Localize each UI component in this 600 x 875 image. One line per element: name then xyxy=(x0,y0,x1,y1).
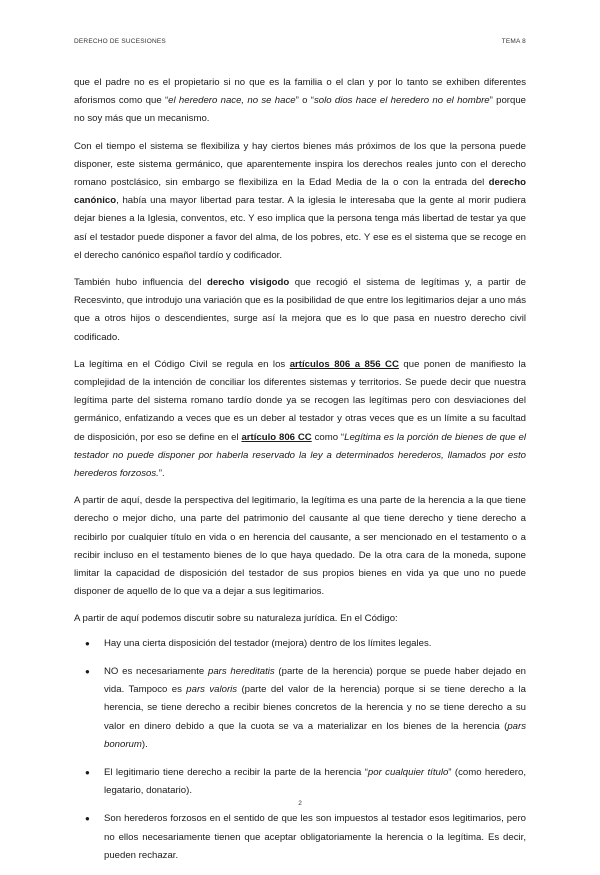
paragraph-codigo-civil: La legítima en el Código Civil se regula en los artículos 806 a 856 CC que ponen de manifiesto la complejidad de la intención de conciliar los diferentes sistemas y territorios. Se puede decir que nuestra legítima parte del sistema romano tardío donde ya se recogen las legítimas pero con desviaciones del germánico, enfatizando a veces que es un deber al testador y otras veces que es un límite a su facultad de disposición, por eso se define en el artículo 806 CC como “Legítima es la porción de bienes de que el testador no puede disponer por haberla reservado la ley a determinados herederos, llamados por esto herederos forzosos.”. xyxy=(74,358,526,480)
list-item: ● Son herederos forzosos en el sentido de que les son impuestos al testador esos legitimarios, pero no ellos necesariamente tienen que aceptar obligatoriamente la herencia o la legítima. Es decir, pueden rechazar. xyxy=(74,810,526,865)
paragraph-aforismos: que el padre no es el propietario si no que es la familia o el clan y por lo tanto se exhiben diferentes aforismos como que “el heredero nace, no se hace” o “solo dios hace el heredero no el hombre” porque no soy más que un mecanismo. xyxy=(74,77,527,125)
link-articulos-806-856[interactable]: artículos 806 a 856 CC xyxy=(289,358,399,370)
bullet-icon: ● xyxy=(85,767,90,777)
paragraph-derecho-canonico: Con el tiempo el sistema se flexibiliza y hay ciertos bienes más próximos de los que la persona puede disponer, este sistema germánico, que aparentemente inspira los derechos reales junto con el derecho romano postclásico, sin embargo se flexibiliza en la Edad Media de la o con la entrada del derecho canónico, había una mayor libertad para testar. A la iglesia le interesaba que la gente al morir pudiera dejar bienes a la Iglesia, conventos, etc. Y eso implica que la persona tenga más libertad de testar ya que así el testador puede disponer a favor del alma, de los pobres, etc. Y ese es el sistema que se recoge en el derecho canónico español tardío y codificador. xyxy=(74,140,526,261)
list-item: ● Hay una cierta disposición del testador (mejora) dentro de los límites legales. xyxy=(74,635,526,653)
bullet-icon: ● xyxy=(85,814,90,824)
paragraph-derecho-visigodo: También hubo influencia del derecho visigodo que recogió el sistema de legítimas y, a partir de Recesvinto, que introdujo una variación que es la posibilidad de que entre los legitimarios dejar a uno más que a otros hijos o descendientes, surge así la mejora que es lo que pasa en nuestro derecho civil codificado. xyxy=(74,277,527,343)
page-number: 2 xyxy=(298,800,302,807)
bullet-list xyxy=(74,635,526,865)
paragraph-naturaleza-juridica: A partir de aquí podemos discutir sobre su naturaleza jurídica. En el Código: xyxy=(74,613,398,625)
header-topic: TEMA 8 xyxy=(501,38,526,45)
paragraph-perspectiva-legitimario: A partir de aquí, desde la perspectiva del legitimario, la legítima es una parte de la herencia a la que tiene derecho o mejor dicho, una parte del patrimonio del causante al que tiene derecho y tiene derecho a recibirlo por cualquier título en vida o en herencia del causante, a ser mencionado en el testamento o a recibir incluso en el testamento bienes de lo que haya quedado. De la otra cara de la moneda, supone limitar la capacidad de disposición del testador de sus propios bienes en vida ya que uno no puede disponer de aquello de lo que va a dejar a sus legitimarios. xyxy=(74,495,526,598)
document-body xyxy=(74,74,526,875)
link-articulo-806[interactable]: artículo 806 CC xyxy=(241,431,312,443)
list-item: ● NO es necesariamente pars hereditatis (parte de la herencia) porque se puede haber dejado en vida. Tampoco es pars valoris (parte del valor de la herencia) porque si se tiene derecho a la herencia, se tiene derecho a recibir bienes concretos de la herencia y no se tiene derecho a su valor en dinero debido a que la cuota se va a materializar en los bienes de la herencia (pars bonorum). xyxy=(74,663,526,754)
page-header xyxy=(74,38,526,48)
list-item: ● El legitimario tiene derecho a recibir la parte de la herencia “por cualquier título” (como heredero, legatario, donatario). xyxy=(74,764,526,800)
bullet-icon: ● xyxy=(85,666,90,676)
header-subject: DERECHO DE SUCESIONES xyxy=(74,38,166,45)
bullet-icon: ● xyxy=(85,638,90,648)
